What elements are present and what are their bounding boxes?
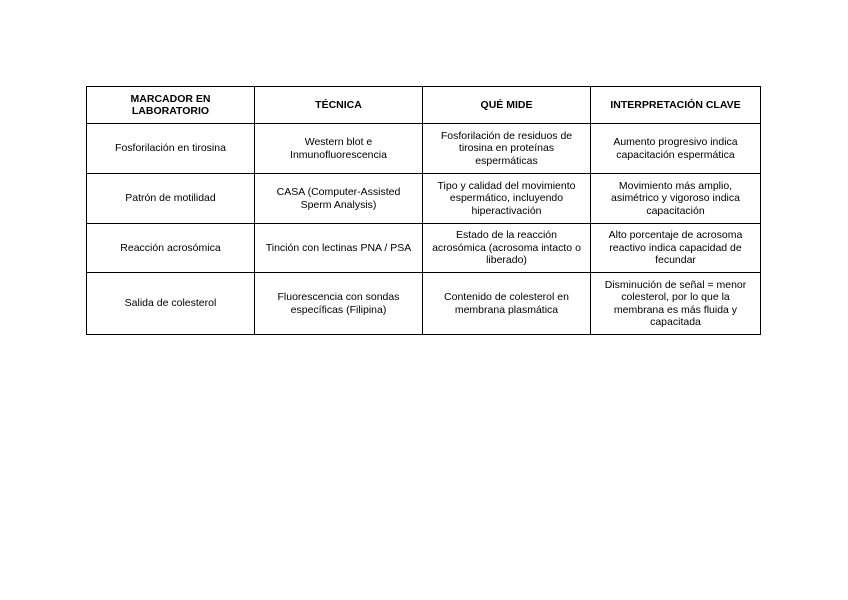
table-row — [87, 124, 761, 174]
markers-table — [86, 86, 761, 335]
header-interpretation: INTERPRETACIÓN CLAVE — [591, 87, 761, 124]
cell-interpretation: Movimiento más amplio, asimétrico y vigoroso indica capacitación — [591, 174, 761, 224]
cell-technique: CASA (Computer-Assisted Sperm Analysis) — [255, 174, 423, 224]
cell-interpretation: Disminución de señal = menor colesterol, por lo que la membrana es más fluida y capacitada — [591, 273, 761, 335]
cell-technique: Tinción con lectinas PNA / PSA — [255, 224, 423, 273]
cell-interpretation: Alto porcentaje de acrosoma reactivo indica capacidad de fecundar — [591, 224, 761, 273]
cell-measures: Tipo y calidad del movimiento espermático, incluyendo hiperactivación — [423, 174, 591, 224]
header-row — [87, 87, 761, 124]
cell-marker: Patrón de motilidad — [87, 174, 255, 224]
table-row — [87, 224, 761, 273]
cell-marker: Salida de colesterol — [87, 273, 255, 335]
cell-measures: Contenido de colesterol en membrana plasmática — [423, 273, 591, 335]
cell-interpretation: Aumento progresivo indica capacitación espermática — [591, 124, 761, 174]
table-row — [87, 273, 761, 335]
cell-measures: Estado de la reacción acrosómica (acrosoma intacto o liberado) — [423, 224, 591, 273]
cell-measures: Fosforilación de residuos de tirosina en proteínas espermáticas — [423, 124, 591, 174]
header-marker: MARCADOR EN LABORATORIO — [87, 87, 255, 124]
header-measures: QUÉ MIDE — [423, 87, 591, 124]
cell-marker: Reacción acrosómica — [87, 224, 255, 273]
cell-technique: Western blot e Inmunofluorescencia — [255, 124, 423, 174]
header-technique: TÉCNICA — [255, 87, 423, 124]
table-row — [87, 174, 761, 224]
cell-technique: Fluorescencia con sondas específicas (Filipina) — [255, 273, 423, 335]
cell-marker: Fosforilación en tirosina — [87, 124, 255, 174]
